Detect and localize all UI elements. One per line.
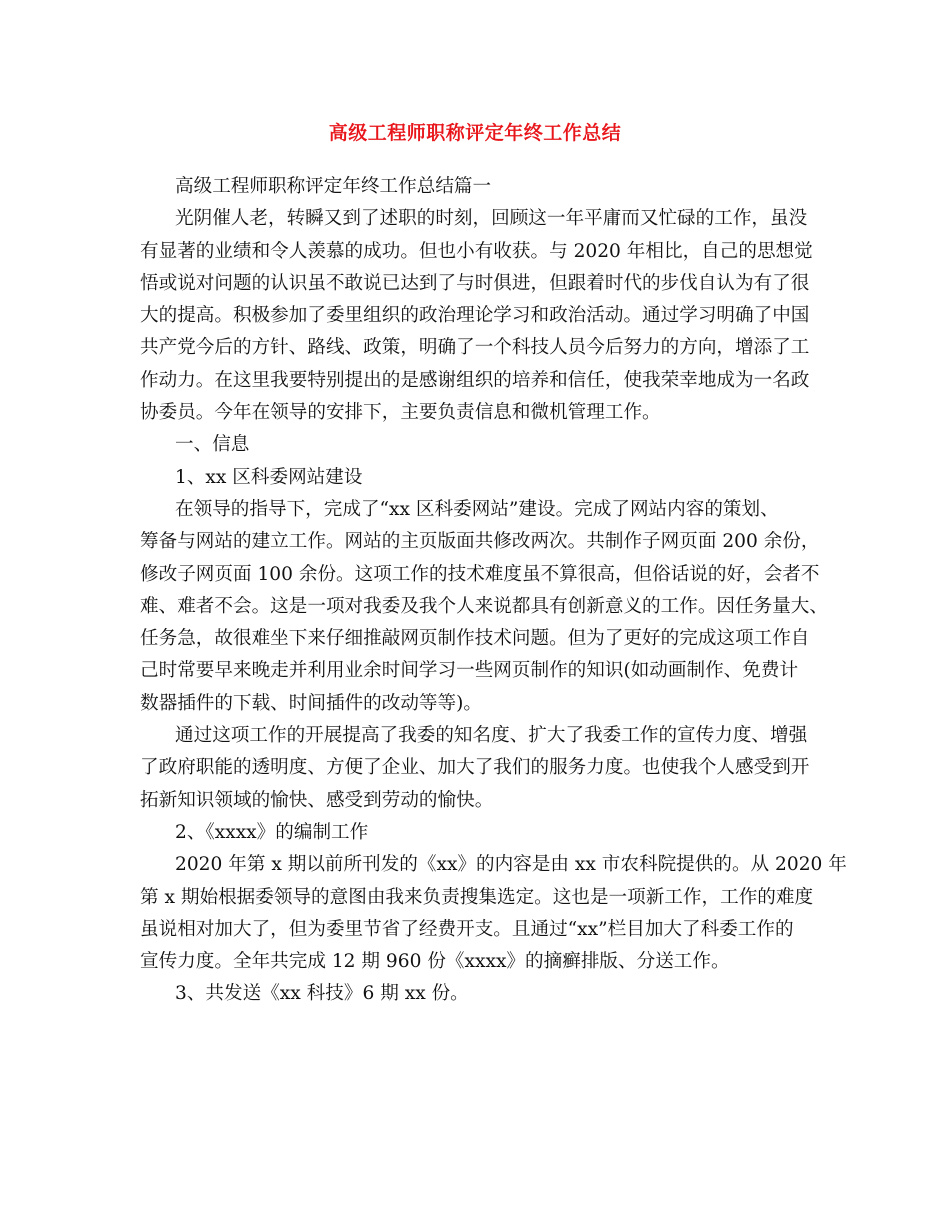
text-line: 2、《xxxx》的编制工作 [175,821,369,843]
text-line: 大的提高。积极参加了委里组织的政治理论学习和政治活动。通过学习明确了中国 [140,305,810,327]
text-line: 有显著的业绩和令人羡慕的成功。但也小有收获。与 2020 年相比，自己的思想觉 [140,240,813,262]
text-line: 通过这项工作的开展提高了我委的知名度、扩大了我委工作的宣传力度、增强 [175,725,808,747]
text-line: 虽说相对加大了，但为委里节省了经费开支。且通过“xx”栏目加大了科委工作的 [140,918,794,940]
text-line: 2020 年第 x 期以前所刊发的《xx》的内容是由 xx 市农科院提供的。从 2020 年 [175,854,847,876]
text-line: 光阴催人老，转瞬又到了述职的时刻，回顾这一年平庸而又忙碌的工作，虽没 [175,208,808,230]
text-line: 1、xx 区科委网站建设 [175,466,363,488]
text-line: 悟或说对问题的认识虽不敢说已达到了与时俱进，但跟着时代的步伐自认为有了很 [140,272,810,294]
text-line: 宣传力度。全年共完成 12 期 960 份《xxxx》的摘癣排版、分送工作。 [140,951,730,973]
text-line: 任务急，故很难坐下来仔细推敲网页制作技术问题。但为了更好的完成这项工作自 [140,628,810,650]
text-line: 一、信息 [175,434,250,456]
text-line: 作动力。在这里我要特别提出的是感谢组织的培养和信任，使我荣幸地成为一名政 [140,369,810,391]
text-line: 筹备与网站的建立工作。网站的主页版面共修改两次。共制作子网页面 200 余份， [140,531,820,553]
text-line: 数器插件的下载、时间插件的改动等等)。 [140,692,482,714]
text-line: 第 x 期始根据委领导的意图由我来负责搜集选定。这也是一项新工作，工作的难度 [140,886,814,908]
document-title: 高级工程师职称评定年终工作总结 [328,122,622,144]
text-line: 高级工程师职称评定年终工作总结篇一 [175,176,492,197]
text-line: 难、难者不会。这是一项对我委及我个人来说都具有创新意义的工作。因任务量大、 [140,595,828,617]
text-line: 3、共发送《xx 科技》6 期 xx 份。 [175,983,469,1005]
text-line: 己时常要早来晚走并利用业余时间学习一些网页制作的知识(如动画制作、免费计 [140,660,799,682]
text-line: 在领导的指导下，完成了“xx 区科委网站”建设。完成了网站内容的策划、 [175,498,779,520]
text-line: 协委员。今年在领导的安排下，主要负责信息和微机管理工作。 [140,402,661,424]
text-line: 拓新知识领域的愉快、感受到劳动的愉快。 [140,789,494,811]
text-line: 了政府职能的透明度、方便了企业、加大了我们的服务力度。也使我个人感受到开 [140,757,810,779]
text-line: 共产党今后的方针、路线、政策，明确了一个科技人员今后努力的方向，增添了工 [140,337,810,359]
document-body [140,171,847,1011]
text-line: 修改子网页面 100 余份。这项工作的技术难度虽不算很高，但俗话说的好，会者不 [140,563,820,585]
